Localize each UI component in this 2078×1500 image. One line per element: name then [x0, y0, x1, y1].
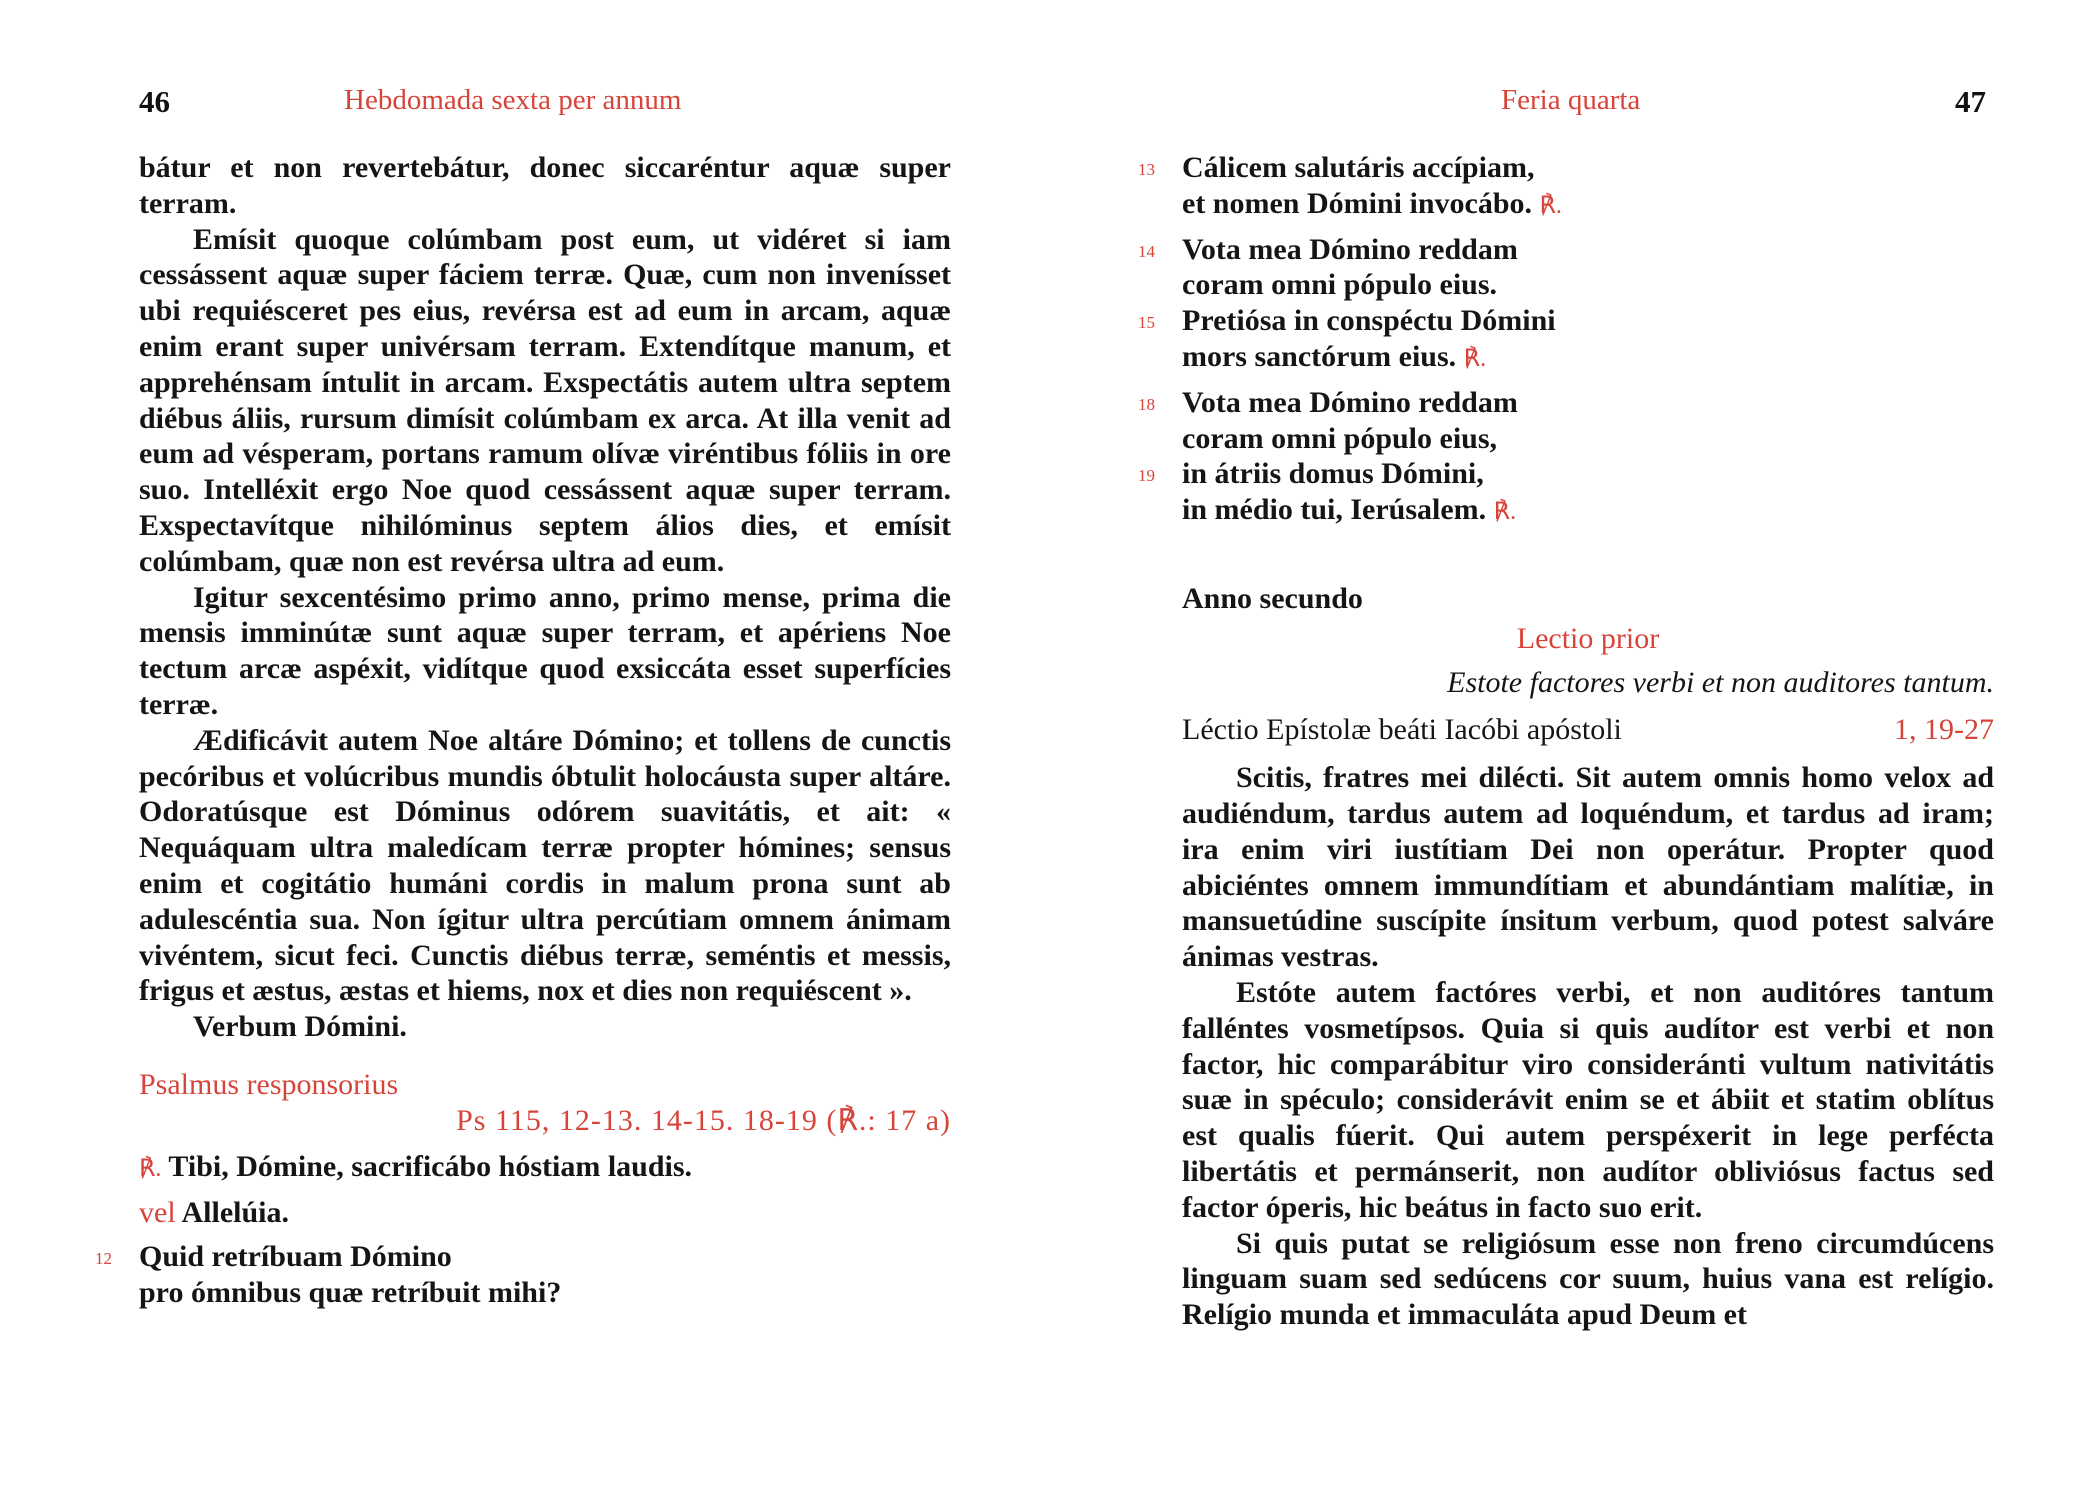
verse-number: 18 — [1138, 394, 1155, 414]
verse-line-text: et nomen Dómini invocábo. — [1182, 186, 1533, 220]
verse-line: Pretiósa in conspéctu Dómini — [1182, 304, 1556, 338]
verse-line: pro ómnibus quæ retríbuit mihi? — [139, 1275, 562, 1309]
psalm-reference: Ps 115, 12-13. 14-15. 18-19 (℟.: 17 a) — [456, 1103, 951, 1137]
verse-number: 14 — [1138, 241, 1155, 261]
psalm-verse — [1138, 385, 1994, 457]
running-title: Feria quarta — [1501, 84, 1641, 116]
paragraph: bátur et non revertebátur, donec siccaréntur aquæ super terram. — [139, 151, 951, 220]
verse-number: 19 — [1138, 466, 1155, 486]
response-symbol: ℟. — [1539, 192, 1562, 219]
vel-text: Allelúia. — [181, 1196, 290, 1230]
verse-line: Cálicem salutáris accípiam, — [1182, 151, 1535, 184]
text-column — [1138, 150, 1994, 1333]
paragraph: Scitis, fratres mei dilécti. Sit autem omnis homo velox ad audiéndum, tardus autem ad loquéndum, et tardus ad iram; ira enim viri iustítiam Dei non operátur. Propter quod abiciéntes omnem immundítiam et abundántiam malítiæ, in mansuetúdine suscípite ínsitum verbum, quod potest salváre ánimas vestras. — [1182, 761, 1994, 974]
verse-line — [1182, 339, 1994, 378]
verse-line-text: in médio tui, Ierúsalem. — [1182, 493, 1487, 527]
paragraph: Si quis putat se religiósum esse non freno circumdúcens linguam suam sed sedúcens cor suum, huius vana est relígio. Relígio munda et immaculáta apud Deum et — [1182, 1226, 1994, 1332]
reading-source: Léctio Epístolæ beáti Iacóbi apóstoli — [1182, 713, 1622, 747]
response-symbol: ℟. — [1493, 499, 1517, 526]
running-title: Hebdomada sexta per annum — [344, 84, 682, 116]
response-line — [139, 1149, 951, 1188]
paragraph: Emísit quoque colúmbam post eum, ut vidéret si iam cessássent aquæ super fáciem terræ. Quæ, cum non invenísset ubi requiésceret pes eius, revérsa est ad eum in arcam, aquæ enim erant super univérsam terram. Extendítque manum, et apprehénsam íntulit in arcam. Exspectátis autem ultra septem diébus áliis, rursum dimísit colúmbam ex arca. At illa venit ad eum ad vésperam, portans ramum olívæ viréntibus fóliis in ore suo. Intelléxit ergo Noe quod cessássent aquæ super terram. Exspectavítque nihilóminus septem álios dies, et emísit colúmbam, quæ non est revérsa ultra ad eum. — [139, 222, 951, 578]
paragraph: Ædificávit autem Noe altáre Dómino; et tollens de cunctis pecóribus et volúcribus mundis óbtulit holocáusta super altáre. Odoratúsque est Dóminus odórem suavitátis, et ait: « Nequáquam ultra maledícam terræ propter hómines; sensus enim et cogitátio humáni cordis in malum prona sunt ab adulescéntia sua. Non ígitur ultra percútiam omnem ánimam vivéntem, sicut feci. Cunctis diébus terræ, seméntis et messis, frigus et æstus, æstas et hiems, nox et dies non requiéscent ». — [139, 723, 951, 1008]
psalm-verse — [95, 1239, 951, 1311]
psalm-verse — [1138, 303, 1994, 378]
section-heading: Anno secundo — [1182, 581, 1363, 615]
verse-line: Vota mea Dómino reddam — [1182, 232, 1518, 266]
running-head — [1039, 84, 2078, 124]
verse-line: Vota mea Dómino reddam — [1182, 385, 1518, 419]
vel-label: vel — [139, 1196, 176, 1230]
response-symbol: ℟. — [1463, 345, 1487, 372]
psalm-verse — [1138, 150, 1994, 225]
page-number: 47 — [1955, 84, 1986, 119]
closing-formula: Verbum Dómini. — [193, 1010, 407, 1044]
verse-line: coram omni pópulo eius, — [1182, 421, 1498, 455]
paragraph: Igitur sexcentésimo primo anno, primo mense, prima die mensis imminútæ sunt aquæ super terram, et apériens Noe tectum arcæ aspéxit, vidítque quod exsiccáta esset superfícies terræ. — [139, 580, 951, 721]
response-text: Tibi, Dómine, sacrificábo hóstiam laudis. — [168, 1149, 693, 1183]
verse-line — [1182, 492, 1994, 531]
running-head — [0, 84, 1039, 124]
reading-motto: Estote factores verbi et non auditores tantum. — [1447, 665, 1994, 699]
verse-number: 12 — [95, 1249, 112, 1269]
reading-title: Lectio prior — [1516, 621, 1660, 655]
reading-reference: 1, 19-27 — [1894, 713, 1994, 747]
psalm-verse — [1138, 456, 1994, 531]
verse-line — [1182, 186, 1994, 225]
verse-line: in átriis domus Dómini, — [1182, 457, 1484, 491]
psalm-heading: Psalmus responsorius — [139, 1067, 399, 1101]
page-number: 46 — [139, 84, 170, 119]
response-symbol: ℟. — [139, 1155, 162, 1182]
psalm-verse — [1138, 232, 1994, 304]
paragraph: Estóte autem factóres verbi, et non auditóres tantum falléntes vosmetípsos. Quia si quis audítor est verbi et non factor, hic comparábitur viro consideránti vultum nativitátis suæ in spéculo; considerávit enim se et ábiit et statim oblítus est qualis fúerit. Qui autem perspéxerit in lege perfécta libertátis et permánserit, non audítor obliviósus factus sed factor óperis, hic beátus in facto suo erit. — [1182, 975, 1994, 1224]
verse-line-text: mors sanctórum eius. — [1182, 339, 1457, 373]
verse-line: Quid retríbuam Dómino — [139, 1240, 452, 1274]
text-column — [95, 150, 951, 1311]
reading-source-line — [1182, 712, 1994, 748]
verse-number: 15 — [1138, 313, 1155, 333]
verse-line: coram omni pópulo eius. — [1182, 268, 1498, 302]
vel-line — [139, 1195, 951, 1231]
verse-number: 13 — [1138, 160, 1155, 179]
